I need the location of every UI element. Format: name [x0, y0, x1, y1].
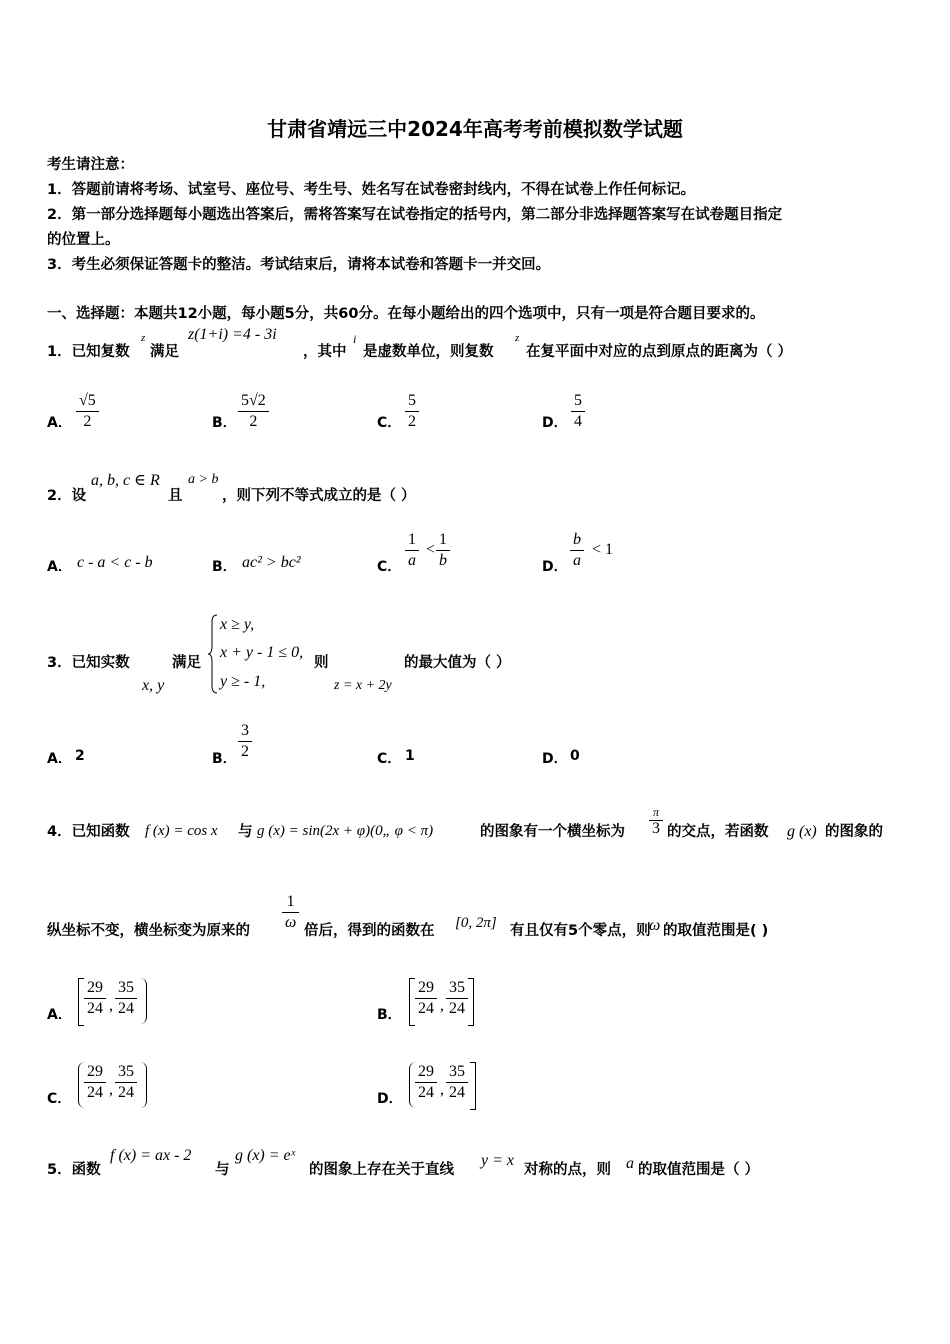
q2-option-a-value[interactable]: c - a < c - b [77, 554, 153, 571]
q1-b-num: 5√2 [238, 392, 269, 412]
q3-constraint-3: y ≥ - 1, [220, 673, 266, 690]
q1-equation: z(1+i) =4 - 3i [188, 326, 277, 343]
q1-option-b-label[interactable]: B． [212, 415, 237, 431]
q5-g-def: g (x) = eˣ [235, 1147, 296, 1164]
q4-b-frac-1 [415, 979, 437, 1018]
q1-d-num: 5 [571, 392, 585, 412]
q2-d-den: a [573, 552, 581, 569]
q1-option-c-label[interactable]: C． [377, 415, 402, 431]
q3-option-b-label[interactable]: B． [212, 751, 237, 767]
q1-var-i: i [353, 332, 357, 346]
q4-b-n2: 35 [446, 979, 468, 999]
q2-text-3: ，则下列不等式成立的是（ ） [222, 488, 416, 504]
q2-c-den2: b [439, 552, 447, 569]
q4-g-ref: g (x) [787, 823, 817, 840]
q1-text-5: 在复平面中对应的点到原点的距离为（ ） [526, 344, 793, 360]
q4-line2-text-3: 有且仅有5个零点，则 [510, 923, 651, 939]
q4-d-n1: 29 [415, 1063, 437, 1083]
q5-line: y = x [481, 1152, 514, 1169]
q4-c-comma: , [109, 1081, 113, 1098]
q5-text-3: 的图象上存在关于直线 [309, 1162, 454, 1178]
q4-text-1: 4．已知函数 [47, 824, 130, 840]
q4-a-close-paren [140, 978, 147, 1024]
q3-vars: x, y [142, 677, 165, 694]
q5-var-a: a [626, 1155, 634, 1172]
q4-text-4: 的交点，若函数 [667, 824, 769, 840]
q4-b-n1: 29 [415, 979, 437, 999]
q4-omega: ω [649, 917, 661, 934]
q4-c-n2: 35 [115, 1063, 137, 1083]
q3-option-b-value[interactable] [238, 722, 252, 761]
q5-f-def: f (x) = ax - 2 [110, 1147, 192, 1164]
q3-b-num: 3 [238, 722, 252, 742]
q4-three: 3 [652, 820, 660, 837]
q3-option-a-label[interactable]: A． [47, 751, 72, 767]
notice-item-2-cont: 的位置上。 [47, 232, 120, 248]
q5-text-4: 对称的点，则 [524, 1162, 611, 1178]
page-title: 甘肃省靖远三中2024年高考考前模拟数学试题 [267, 117, 683, 141]
q2-option-c-frac-2[interactable] [436, 531, 450, 570]
q3-constraint-2: x + y - 1 ≤ 0, [220, 644, 304, 661]
q1-c-den: 2 [408, 413, 416, 430]
q2-condition-1: a, b, c ∈ R [91, 472, 160, 489]
q4-c-close-paren [140, 1062, 147, 1108]
q1-a-den: 2 [83, 413, 92, 430]
section-heading: 一、选择题：本题共12小题，每小题5分，共60分。在每小题给出的四个选项中，只有一项是符合题目要求的。 [47, 306, 765, 322]
q4-c-d2: 24 [118, 1084, 134, 1101]
notice-heading: 考生请注意： [47, 157, 134, 173]
q3-option-d-value[interactable]: 0 [570, 748, 580, 764]
q4-interval: [0, 2π] [455, 915, 497, 931]
q4-a-n1: 29 [84, 979, 106, 999]
q2-c-num2: 1 [436, 531, 450, 551]
notice-item-3: 3．考生必须保证答题卡的整洁。考试结束后，请将本试卷和答题卡一并交回。 [47, 257, 551, 273]
q1-option-b-value[interactable] [238, 392, 269, 431]
q4-pi: π [649, 806, 663, 821]
q2-option-d-frac[interactable] [570, 531, 584, 570]
q1-d-den: 4 [574, 413, 582, 430]
q4-a-comma: , [109, 997, 113, 1014]
q2-option-c-label[interactable]: C． [377, 559, 402, 575]
q2-option-a-label[interactable]: A． [47, 559, 72, 575]
q4-text-5: 的图象的 [825, 824, 883, 840]
q2-text-1: 2．设 [47, 488, 87, 504]
q2-option-d-tail: < 1 [592, 541, 614, 558]
q4-line2-text-1: 纵坐标不变，横坐标变为原来的 [47, 923, 250, 939]
q1-b-den: 2 [249, 413, 258, 430]
q4-g-def: g (x) = sin(2x + φ)(0„ φ < π) [257, 823, 434, 839]
q2-c-num1: 1 [405, 531, 419, 551]
q5-text-1: 5．函数 [47, 1162, 101, 1178]
q5-text-5: 的取值范围是（ ） [638, 1162, 760, 1178]
q3-objective: z = x + 2y [334, 678, 392, 693]
q3-system-brace-icon [207, 614, 219, 694]
q2-option-c-op: < [426, 541, 436, 558]
q1-option-d-label[interactable]: D． [542, 415, 568, 431]
q4-abscissa [649, 806, 663, 835]
q1-option-a-label[interactable]: A． [47, 415, 72, 431]
q4-line2-text-4: 的取值范围是( ) [663, 923, 769, 939]
q4-d-close-bracket [470, 1062, 476, 1110]
q2-option-c-frac-1[interactable] [405, 531, 419, 570]
q4-a-d1: 24 [87, 1000, 103, 1017]
q3-option-a-value[interactable]: 2 [75, 748, 85, 764]
q1-option-a-value[interactable] [76, 392, 99, 431]
q4-omega-den: ω [285, 914, 297, 931]
q2-condition-2: a > b [188, 472, 219, 487]
q1-text-1: 1．已知复数 [47, 344, 130, 360]
q1-var-z2: z [515, 332, 520, 344]
q3-text-2: 满足 [172, 655, 201, 671]
q1-c-num: 5 [405, 392, 419, 412]
q4-a-d2: 24 [118, 1000, 134, 1017]
q2-option-b-label[interactable]: B． [212, 559, 237, 575]
q4-c-frac-2 [115, 1063, 137, 1102]
q5-text-2: 与 [215, 1162, 230, 1178]
q4-text-2: 与 [238, 824, 253, 840]
q1-text-3: ，其中 [303, 344, 347, 360]
q3-option-c-value[interactable]: 1 [405, 748, 415, 764]
q4-f-def: f (x) = cos x [145, 823, 218, 839]
q4-text-3: 的图象有一个横坐标为 [480, 824, 625, 840]
q4-d-comma: , [440, 1081, 444, 1098]
q2-option-d-label[interactable]: D． [542, 559, 568, 575]
q4-b-d1: 24 [418, 1000, 434, 1017]
q4-b-frac-2 [446, 979, 468, 1018]
q1-option-c-value[interactable] [405, 392, 419, 431]
q4-option-a-label[interactable]: A． [47, 1007, 72, 1023]
q1-a-num: √5 [76, 392, 99, 412]
q3-text-3: 则 [314, 655, 329, 671]
q2-text-2: 且 [168, 488, 183, 504]
q4-line2-text-2: 倍后，得到的函数在 [304, 923, 435, 939]
q4-a-n2: 35 [115, 979, 137, 999]
q3-text-1: 3．已知实数 [47, 655, 130, 671]
q4-one: 1 [282, 893, 299, 913]
q4-option-d-label[interactable]: D． [377, 1091, 403, 1107]
q1-option-d-value[interactable] [571, 392, 585, 431]
q3-option-d-label[interactable]: D． [542, 751, 568, 767]
q4-b-d2: 24 [449, 1000, 465, 1017]
q4-a-frac-1 [84, 979, 106, 1018]
q1-text-4: 是虚数单位，则复数 [363, 344, 494, 360]
q4-option-b-label[interactable]: B． [377, 1007, 402, 1023]
q3-option-c-label[interactable]: C． [377, 751, 402, 767]
q1-var-z: z [141, 332, 146, 344]
q4-c-frac-1 [84, 1063, 106, 1102]
q4-b-comma: , [440, 997, 444, 1014]
q4-d-frac-2 [446, 1063, 468, 1102]
q1-text-2: 满足 [150, 344, 179, 360]
q4-a-frac-2 [115, 979, 137, 1018]
q4-c-n1: 29 [84, 1063, 106, 1083]
q2-c-den1: a [408, 552, 416, 569]
q3-constraint-1: x ≥ y, [220, 616, 255, 633]
q4-b-close-bracket [468, 978, 474, 1026]
q4-d-d2: 24 [449, 1084, 465, 1101]
q2-option-b-value[interactable]: ac² > bc² [242, 554, 301, 571]
q4-scale-factor [282, 893, 299, 932]
q4-option-c-label[interactable]: C． [47, 1091, 72, 1107]
q4-c-d1: 24 [87, 1084, 103, 1101]
q4-d-n2: 35 [446, 1063, 468, 1083]
notice-item-1: 1．答题前请将考场、试室号、座位号、考生号、姓名写在试卷密封线内，不得在试卷上作任何标记。 [47, 182, 696, 198]
q3-text-4: 的最大值为（ ） [404, 655, 511, 671]
q3-b-den: 2 [241, 743, 249, 760]
q4-d-frac-1 [415, 1063, 437, 1102]
q2-d-num: b [570, 531, 584, 551]
q4-d-d1: 24 [418, 1084, 434, 1101]
notice-item-2: 2．第一部分选择题每小题选出答案后，需将答案写在试卷指定的括号内，第二部分非选择题答案写在试卷题目指定 [47, 207, 783, 223]
